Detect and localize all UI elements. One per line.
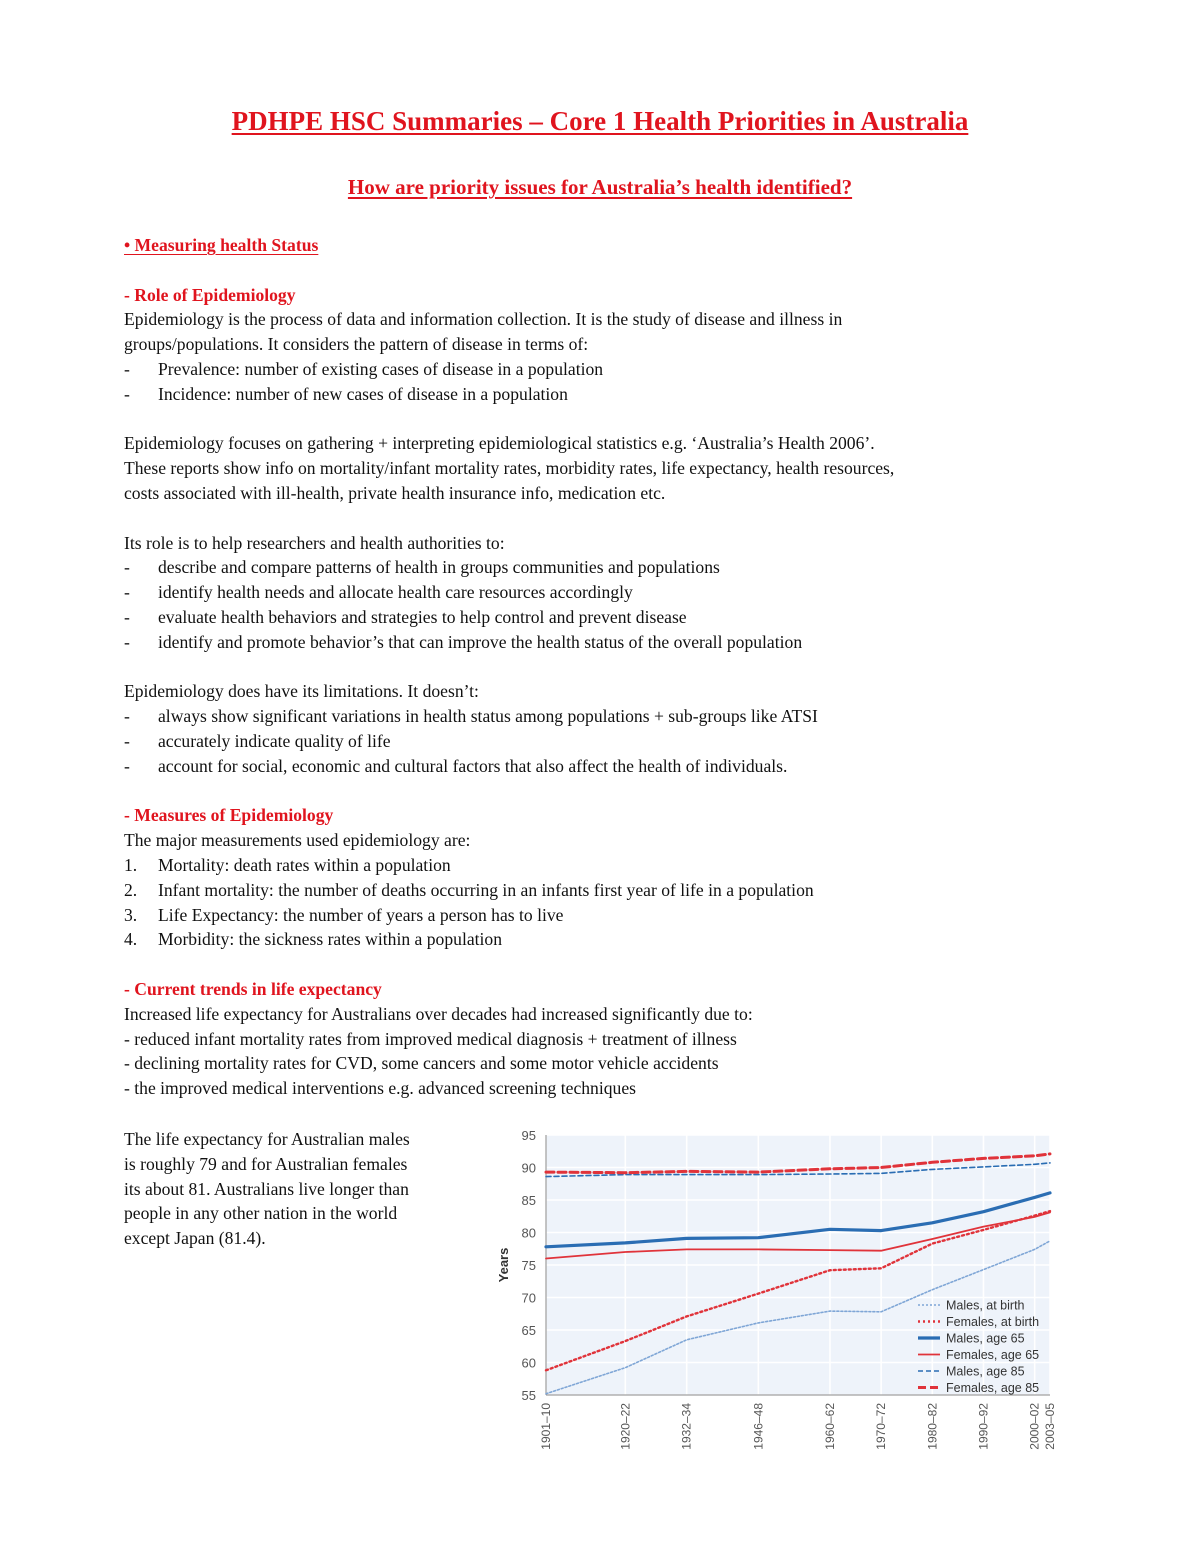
y-axis-label: Years [496, 1247, 511, 1283]
paragraph-line: costs associated with ill-health, private health insurance info, medication etc. [124, 482, 666, 503]
paragraph-line: - declining mortality rates for CVD, some cancers and some motor vehicle accidents [124, 1053, 719, 1074]
x-tick-label: 2003–05 [1043, 1403, 1057, 1450]
heading-measures-of-epidemiology: - Measures of Epidemiology [124, 805, 334, 826]
paragraph-line: Epidemiology does have its limitations. It doesn’t: [124, 681, 479, 702]
legend-label: Males, age 65 [946, 1331, 1025, 1346]
legend-label: Females, age 85 [946, 1381, 1040, 1395]
y-tick-label: 95 [521, 1128, 536, 1143]
list-item: - identify health needs and allocate health care resources accordingly [124, 582, 633, 603]
x-tick-label: 1901–10 [539, 1403, 553, 1450]
list-item: 2. Infant mortality: the number of deaths occurring in an infants first year of life in a population [124, 879, 814, 900]
x-tick-label: 1970–72 [874, 1403, 889, 1450]
legend-label: Females, at birth [946, 1315, 1040, 1329]
y-tick-label: 60 [521, 1355, 536, 1371]
paragraph-line: Epidemiology is the process of data and information collection. It is the study of disease and illness in [124, 309, 843, 330]
legend-label: Males, at birth [946, 1298, 1025, 1313]
section-heading-measuring: • Measuring health Status [124, 235, 319, 255]
y-tick-label: 75 [521, 1258, 536, 1273]
paragraph-line: These reports show info on mortality/infant mortality rates, morbidity rates, life expectancy, health resources, [124, 458, 895, 479]
paragraph-line: Its role is to help researchers and health authorities to: [124, 532, 505, 553]
x-tick-label: 1920–22 [618, 1403, 633, 1450]
paragraph-line: - reduced infant mortality rates from improved medical diagnosis + treatment of illness [124, 1028, 737, 1049]
y-tick-label: 70 [521, 1290, 536, 1306]
list-item: 1. Mortality: death rates within a population [124, 854, 451, 875]
paragraph-line: - the improved medical interventions e.g. advanced screening techniques [124, 1078, 636, 1099]
legend-label: Females, age 65 [946, 1348, 1040, 1362]
list-item: - Prevalence: number of existing cases of disease in a population [124, 358, 604, 379]
y-tick-label: 90 [521, 1160, 536, 1176]
x-tick-label: 1932–34 [679, 1403, 694, 1450]
x-tick-label: 1990–92 [976, 1403, 991, 1450]
y-tick-label: 55 [521, 1388, 536, 1403]
list-item: - account for social, economic and cultural factors that also affect the health of individuals. [124, 755, 788, 776]
legend-label: Males, age 85 [946, 1364, 1025, 1379]
paragraph-line: The major measurements used epidemiology are: [124, 830, 471, 851]
list-item: - always show significant variations in health status among populations + sub-groups like ATSI [124, 706, 818, 727]
list-item: 3. Life Expectancy: the number of years a person has to live [124, 904, 564, 925]
page-title: PDHPE HSC Summaries – Core 1 Health Priorities in Australia [231, 106, 969, 136]
list-item: - accurately indicate quality of life [124, 730, 391, 751]
x-tick-label: 1960–62 [822, 1403, 837, 1450]
paragraph-line: Increased life expectancy for Australians over decades had increased significantly due to: [124, 1003, 753, 1024]
paragraph-line: Epidemiology focuses on gathering + interpreting epidemiological statistics e.g. ‘Australia’s Health 2006’. [124, 433, 875, 454]
document-body [124, 233, 1084, 1101]
list-item: - evaluate health behaviors and strategies to help control and prevent disease [124, 606, 687, 627]
y-tick-label: 85 [521, 1193, 536, 1208]
y-tick-label: 80 [521, 1225, 536, 1241]
heading-role-of-epidemiology: - Role of Epidemiology [124, 284, 296, 305]
x-tick-label: 2000–02 [1027, 1403, 1042, 1450]
page-subtitle: How are priority issues for Australia’s health identified? [347, 175, 853, 199]
y-tick-label: 65 [521, 1323, 536, 1338]
list-item: - describe and compare patterns of health in groups communities and populations [124, 557, 720, 578]
list-item: - Incidence: number of new cases of disease in a population [124, 383, 568, 404]
x-tick-label: 1980–82 [925, 1403, 940, 1450]
life-expectancy-chart [488, 1125, 1068, 1470]
heading-current-trends: - Current trends in life expectancy [124, 978, 382, 999]
list-item: - identify and promote behavior’s that can improve the health status of the overall population [124, 631, 803, 652]
paragraph-line: groups/populations. It considers the pattern of disease in terms of: [124, 334, 589, 355]
life-expectancy-note: The life expectancy for Australian males is roughly 79 and for Australian females its about 81. Australians live longer than people in any other nation in the world except Japan (81.4). [124, 1129, 410, 1249]
list-item: 4. Morbidity: the sickness rates within a population [124, 929, 503, 950]
x-tick-label: 1946–48 [751, 1403, 766, 1450]
